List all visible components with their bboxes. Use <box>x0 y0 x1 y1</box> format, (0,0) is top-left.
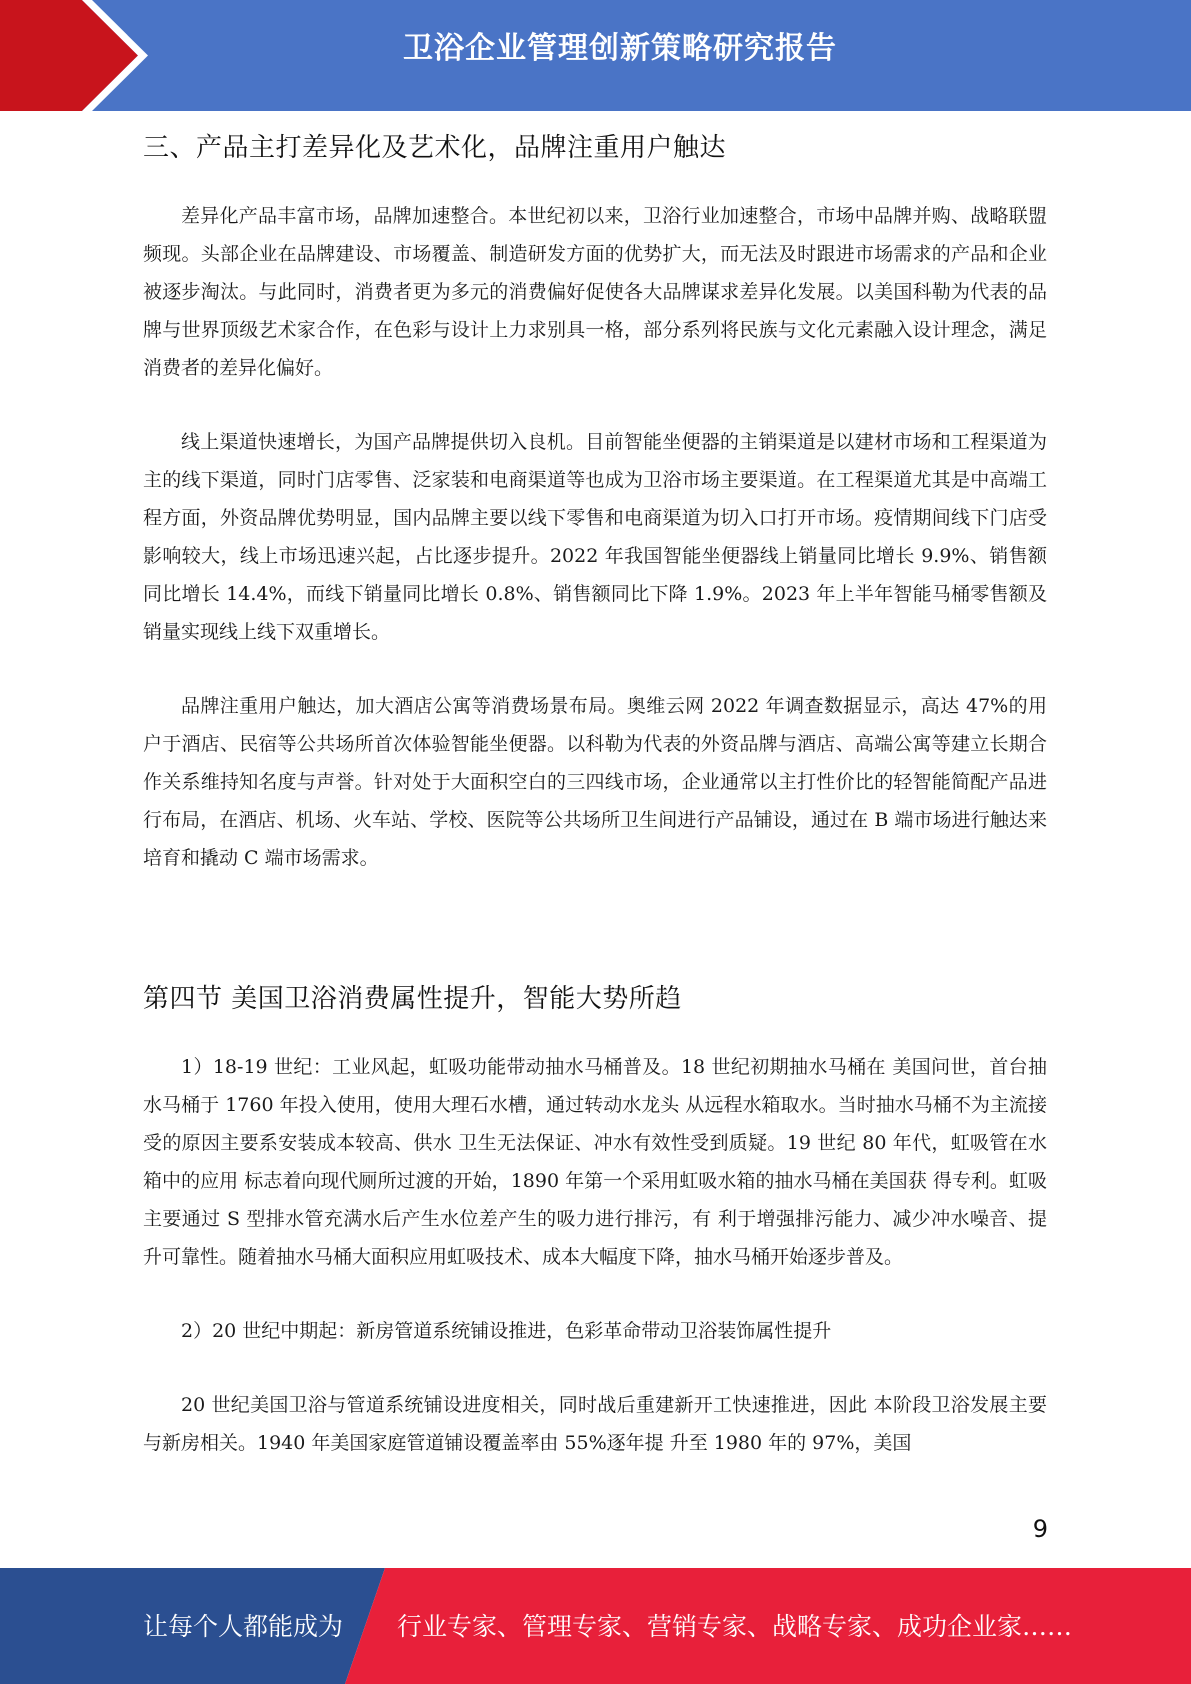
section4-paragraph-3: 20 世纪美国卫浴与管道系统铺设进度相关，同时战后重建新开工快速推进，因此 本阶段卫浴发展主要与新房相关。1940 年美国家庭管道铺设覆盖率由 55%逐年提 升至 1980 年的 97%，美国 <box>143 1394 1047 1454</box>
section3-paragraph-3: 品牌注重用户触达，加大酒店公寓等消费场景布局。奥维云网 2022 年调查数据显示，高达 47%的用户于酒店、民宿等公共场所首次体验智能坐便器。以科勒为代表的外资品牌与酒店、高端公寓等建立长期合作关系维持知名度与声誉。针对处于大面积空白的三四线市场，企业通常以主打性价比的轻智能简配产品进行布局，在酒店、机场、火车站、学校、医院等公共场所卫生间进行产品铺设，通过在 B 端市场进行触达来培育和撬动 C 端市场需求。 <box>143 695 1047 869</box>
header-arrow-decoration <box>0 0 160 111</box>
footer-slogan-left: 让每个人都能成为 <box>143 1612 344 1641</box>
header-red-chevron <box>0 0 138 111</box>
section4-paragraph-1: 1）18-19 世纪：工业风起，虹吸功能带动抽水马桶普及。18 世纪初期抽水马桶在 美国问世，首台抽水马桶于 1760 年投入使用，使用大理石水槽，通过转动水龙头 从远程水箱取水。当时抽水马桶不为主流接受的原因主要系安装成本较高、供水 卫生无法保证、冲水有效性受到质疑。19 世纪 80 年代，虹吸管在水箱中的应用 标志着向现代厕所过渡的开始，1890 年第一个采用虹吸水箱的抽水马桶在美国获 得专利。虹吸主要通过 S 型排水管充满水后产生水位差产生的吸力进行排污，有 利于增强排污能力、减少冲水噪音、提升可靠性。随着抽水马桶大面积应用虹吸技术、成本大幅度下降，抽水马桶开始逐步普及。 <box>143 1056 1047 1268</box>
page-footer <box>0 1568 1191 1684</box>
section4-paragraph-2: 2）20 世纪中期起：新房管道系统铺设推进，色彩革命带动卫浴装饰属性提升 <box>181 1320 832 1342</box>
section3-paragraph-1: 差异化产品丰富市场，品牌加速整合。本世纪初以来，卫浴行业加速整合，市场中品牌并购、战略联盟频现。头部企业在品牌建设、市场覆盖、制造研发方面的优势扩大，而无法及时跟进市场需求的产品和企业被逐步淘汰。与此同时，消费者更为多元的消费偏好促使各大品牌谋求差异化发展。以美国科勒为代表的品牌与世界顶级艺术家合作，在色彩与设计上力求别具一格，部分系列将民族与文化元素融入设计理念，满足消费者的差异化偏好。 <box>143 205 1047 379</box>
page-content <box>143 128 1047 1462</box>
page-number: 9 <box>1032 1515 1048 1543</box>
section3-paragraph-2: 线上渠道快速增长，为国产品牌提供切入良机。目前智能坐便器的主销渠道是以建材市场和工程渠道为主的线下渠道，同时门店零售、泛家装和电商渠道等也成为卫浴市场主要渠道。在工程渠道尤其是中高端工程方面，外资品牌优势明显，国内品牌主要以线下零售和电商渠道为切入口打开市场。疫情期间线下门店受影响较大，线上市场迅速兴起，占比逐步提升。2022 年我国智能坐便器线上销量同比增长 9.9%、销售额同比增长 14.4%，而线下销量同比增长 0.8%、销售额同比下降 1.9%。2023 年上半年智能马桶零售额及销量实现线上线下双重增长。 <box>143 431 1047 643</box>
section3-heading: 三、产品主打差异化及艺术化，品牌注重用户触达 <box>143 133 727 163</box>
section4-heading: 第四节 美国卫浴消费属性提升，智能大势所趋 <box>143 984 682 1014</box>
page-header <box>0 0 1191 111</box>
report-title: 卫浴企业管理创新策略研究报告 <box>403 31 837 66</box>
footer-slogan-right: 行业专家、管理专家、营销专家、战略专家、成功企业家…… <box>397 1612 1073 1641</box>
